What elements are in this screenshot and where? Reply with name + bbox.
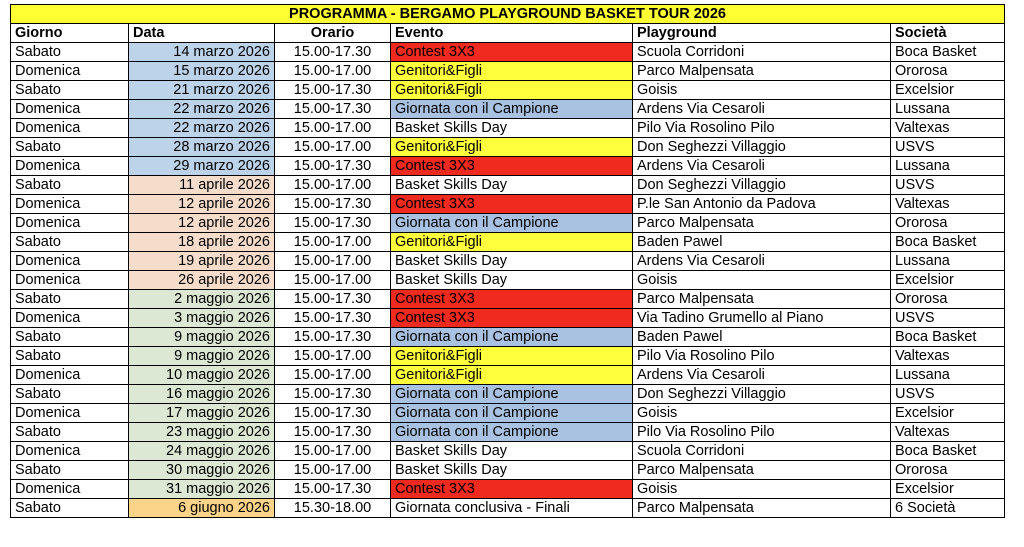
cell-data: 29 marzo 2026 — [129, 157, 275, 176]
cell-orario: 15.00-17.00 — [275, 176, 391, 195]
table-row — [11, 62, 1005, 81]
cell-evento: Contest 3X3 — [391, 309, 633, 328]
cell-playground: Don Seghezzi Villaggio — [633, 176, 891, 195]
cell-playground: Parco Malpensata — [633, 461, 891, 480]
cell-orario: 15.00-17.00 — [275, 271, 391, 290]
cell-societa: Boca Basket — [891, 43, 1005, 62]
table-row — [11, 328, 1005, 347]
cell-playground: Pilo Via Rosolino Pilo — [633, 423, 891, 442]
cell-societa: Valtexas — [891, 423, 1005, 442]
cell-giorno: Sabato — [11, 138, 129, 157]
table-row — [11, 499, 1005, 518]
cell-giorno: Sabato — [11, 461, 129, 480]
cell-giorno: Domenica — [11, 214, 129, 233]
cell-evento: Genitori&Figli — [391, 62, 633, 81]
cell-giorno: Sabato — [11, 347, 129, 366]
cell-playground: Scuola Corridoni — [633, 442, 891, 461]
table-row — [11, 214, 1005, 233]
cell-playground: Goisis — [633, 480, 891, 499]
cell-evento: Basket Skills Day — [391, 461, 633, 480]
cell-playground: Goisis — [633, 404, 891, 423]
cell-societa: Boca Basket — [891, 328, 1005, 347]
table-row — [11, 100, 1005, 119]
cell-data: 9 maggio 2026 — [129, 328, 275, 347]
table-row — [11, 195, 1005, 214]
cell-playground: Ardens Via Cesaroli — [633, 366, 891, 385]
title-row — [11, 5, 1005, 24]
cell-playground: Ardens Via Cesaroli — [633, 100, 891, 119]
cell-societa: Ororosa — [891, 290, 1005, 309]
table-row — [11, 442, 1005, 461]
header-row — [11, 24, 1005, 43]
cell-playground: Pilo Via Rosolino Pilo — [633, 347, 891, 366]
cell-giorno: Domenica — [11, 119, 129, 138]
cell-orario: 15.00-17.30 — [275, 385, 391, 404]
cell-societa: Excelsior — [891, 271, 1005, 290]
cell-evento: Contest 3X3 — [391, 195, 633, 214]
cell-data: 26 aprile 2026 — [129, 271, 275, 290]
sheet-title: PROGRAMMA - BERGAMO PLAYGROUND BASKET TOUR 2026 — [11, 5, 1005, 24]
cell-societa: Lussana — [891, 100, 1005, 119]
cell-giorno: Domenica — [11, 100, 129, 119]
cell-societa: Lussana — [891, 366, 1005, 385]
cell-playground: Don Seghezzi Villaggio — [633, 138, 891, 157]
cell-societa: Excelsior — [891, 81, 1005, 100]
cell-evento: Contest 3X3 — [391, 157, 633, 176]
cell-playground: Goisis — [633, 81, 891, 100]
cell-giorno: Domenica — [11, 442, 129, 461]
cell-orario: 15.00-17.00 — [275, 347, 391, 366]
cell-giorno: Sabato — [11, 176, 129, 195]
cell-data: 17 maggio 2026 — [129, 404, 275, 423]
cell-data: 10 maggio 2026 — [129, 366, 275, 385]
cell-societa: Ororosa — [891, 214, 1005, 233]
cell-evento: Giornata con il Campione — [391, 385, 633, 404]
cell-societa: USVS — [891, 309, 1005, 328]
cell-evento: Genitori&Figli — [391, 81, 633, 100]
cell-orario: 15.00-17.00 — [275, 138, 391, 157]
cell-societa: Valtexas — [891, 347, 1005, 366]
table-row — [11, 271, 1005, 290]
cell-data: 28 marzo 2026 — [129, 138, 275, 157]
cell-societa: Valtexas — [891, 195, 1005, 214]
cell-data: 15 marzo 2026 — [129, 62, 275, 81]
cell-evento: Giornata con il Campione — [391, 423, 633, 442]
header-societa: Società — [891, 24, 1005, 43]
cell-playground: Don Seghezzi Villaggio — [633, 385, 891, 404]
cell-data: 14 marzo 2026 — [129, 43, 275, 62]
cell-playground: Baden Pawel — [633, 328, 891, 347]
table-row — [11, 138, 1005, 157]
cell-societa: Valtexas — [891, 119, 1005, 138]
cell-evento: Contest 3X3 — [391, 290, 633, 309]
cell-evento: Basket Skills Day — [391, 119, 633, 138]
cell-giorno: Domenica — [11, 271, 129, 290]
table-row — [11, 176, 1005, 195]
cell-data: 9 maggio 2026 — [129, 347, 275, 366]
header-orario: Orario — [275, 24, 391, 43]
header-giorno: Giorno — [11, 24, 129, 43]
header-evento: Evento — [391, 24, 633, 43]
cell-orario: 15.00-17.30 — [275, 81, 391, 100]
cell-evento: Basket Skills Day — [391, 176, 633, 195]
cell-societa: Ororosa — [891, 461, 1005, 480]
table-row — [11, 347, 1005, 366]
cell-societa: 6 Società — [891, 499, 1005, 518]
table-row — [11, 81, 1005, 100]
cell-giorno: Domenica — [11, 62, 129, 81]
cell-giorno: Domenica — [11, 404, 129, 423]
cell-societa: Excelsior — [891, 404, 1005, 423]
cell-data: 11 aprile 2026 — [129, 176, 275, 195]
cell-giorno: Domenica — [11, 309, 129, 328]
cell-orario: 15.00-17.30 — [275, 195, 391, 214]
cell-giorno: Sabato — [11, 328, 129, 347]
cell-giorno: Sabato — [11, 233, 129, 252]
table-row — [11, 252, 1005, 271]
cell-orario: 15.00-17.30 — [275, 404, 391, 423]
cell-playground: Via Tadino Grumello al Piano — [633, 309, 891, 328]
cell-data: 24 maggio 2026 — [129, 442, 275, 461]
table-row — [11, 309, 1005, 328]
cell-data: 16 maggio 2026 — [129, 385, 275, 404]
cell-data: 2 maggio 2026 — [129, 290, 275, 309]
cell-data: 23 maggio 2026 — [129, 423, 275, 442]
cell-giorno: Sabato — [11, 423, 129, 442]
cell-evento: Genitori&Figli — [391, 347, 633, 366]
cell-orario: 15.00-17.30 — [275, 328, 391, 347]
cell-playground: Scuola Corridoni — [633, 43, 891, 62]
cell-societa: USVS — [891, 176, 1005, 195]
header-playground: Playground — [633, 24, 891, 43]
cell-orario: 15.00-17.00 — [275, 461, 391, 480]
cell-playground: Parco Malpensata — [633, 290, 891, 309]
cell-evento: Giornata con il Campione — [391, 214, 633, 233]
cell-orario: 15.00-17.30 — [275, 100, 391, 119]
cell-playground: Parco Malpensata — [633, 499, 891, 518]
cell-giorno: Domenica — [11, 366, 129, 385]
cell-giorno: Sabato — [11, 499, 129, 518]
cell-playground: Parco Malpensata — [633, 214, 891, 233]
cell-playground: Ardens Via Cesaroli — [633, 157, 891, 176]
cell-evento: Giornata con il Campione — [391, 328, 633, 347]
cell-orario: 15.00-17.00 — [275, 119, 391, 138]
cell-societa: USVS — [891, 385, 1005, 404]
cell-data: 31 maggio 2026 — [129, 480, 275, 499]
schedule-table — [10, 4, 1005, 518]
cell-evento: Contest 3X3 — [391, 43, 633, 62]
cell-evento: Basket Skills Day — [391, 271, 633, 290]
cell-orario: 15.00-17.00 — [275, 62, 391, 81]
cell-playground: Baden Pawel — [633, 233, 891, 252]
cell-playground: Goisis — [633, 271, 891, 290]
cell-playground: Ardens Via Cesaroli — [633, 252, 891, 271]
cell-societa: Lussana — [891, 157, 1005, 176]
cell-orario: 15.00-17.00 — [275, 442, 391, 461]
cell-societa: Excelsior — [891, 480, 1005, 499]
cell-evento: Genitori&Figli — [391, 366, 633, 385]
table-row — [11, 404, 1005, 423]
cell-orario: 15.30-18.00 — [275, 499, 391, 518]
cell-orario: 15.00-17.30 — [275, 43, 391, 62]
cell-data: 6 giugno 2026 — [129, 499, 275, 518]
cell-giorno: Domenica — [11, 252, 129, 271]
cell-playground: Pilo Via Rosolino Pilo — [633, 119, 891, 138]
cell-evento: Genitori&Figli — [391, 233, 633, 252]
cell-orario: 15.00-17.30 — [275, 423, 391, 442]
cell-data: 12 aprile 2026 — [129, 214, 275, 233]
cell-orario: 15.00-17.30 — [275, 290, 391, 309]
cell-data: 19 aprile 2026 — [129, 252, 275, 271]
cell-societa: Boca Basket — [891, 442, 1005, 461]
cell-evento: Contest 3X3 — [391, 480, 633, 499]
cell-orario: 15.00-17.00 — [275, 252, 391, 271]
cell-data: 22 marzo 2026 — [129, 119, 275, 138]
table-row — [11, 233, 1005, 252]
cell-evento: Basket Skills Day — [391, 252, 633, 271]
cell-giorno: Sabato — [11, 290, 129, 309]
cell-data: 21 marzo 2026 — [129, 81, 275, 100]
cell-orario: 15.00-17.30 — [275, 309, 391, 328]
cell-orario: 15.00-17.00 — [275, 233, 391, 252]
header-data: Data — [129, 24, 275, 43]
table-row — [11, 119, 1005, 138]
cell-data: 18 aprile 2026 — [129, 233, 275, 252]
table-row — [11, 157, 1005, 176]
cell-societa: USVS — [891, 138, 1005, 157]
cell-orario: 15.00-17.30 — [275, 157, 391, 176]
table-row — [11, 461, 1005, 480]
cell-evento: Giornata conclusiva - Finali — [391, 499, 633, 518]
cell-data: 3 maggio 2026 — [129, 309, 275, 328]
schedule-rows — [11, 43, 1005, 518]
cell-giorno: Sabato — [11, 43, 129, 62]
cell-evento: Genitori&Figli — [391, 138, 633, 157]
cell-giorno: Domenica — [11, 157, 129, 176]
cell-orario: 15.00-17.00 — [275, 366, 391, 385]
cell-orario: 15.00-17.30 — [275, 214, 391, 233]
cell-data: 30 maggio 2026 — [129, 461, 275, 480]
cell-societa: Boca Basket — [891, 233, 1005, 252]
cell-giorno: Sabato — [11, 81, 129, 100]
cell-orario: 15.00-17.30 — [275, 480, 391, 499]
cell-evento: Giornata con il Campione — [391, 404, 633, 423]
cell-evento: Basket Skills Day — [391, 442, 633, 461]
table-row — [11, 480, 1005, 499]
cell-playground: Parco Malpensata — [633, 62, 891, 81]
cell-giorno: Sabato — [11, 385, 129, 404]
cell-data: 22 marzo 2026 — [129, 100, 275, 119]
cell-giorno: Domenica — [11, 480, 129, 499]
cell-societa: Lussana — [891, 252, 1005, 271]
cell-playground: P.le San Antonio da Padova — [633, 195, 891, 214]
cell-societa: Ororosa — [891, 62, 1005, 81]
cell-evento: Giornata con il Campione — [391, 100, 633, 119]
cell-data: 12 aprile 2026 — [129, 195, 275, 214]
table-row — [11, 366, 1005, 385]
table-row — [11, 385, 1005, 404]
cell-giorno: Domenica — [11, 195, 129, 214]
table-row — [11, 423, 1005, 442]
table-row — [11, 290, 1005, 309]
table-row — [11, 43, 1005, 62]
